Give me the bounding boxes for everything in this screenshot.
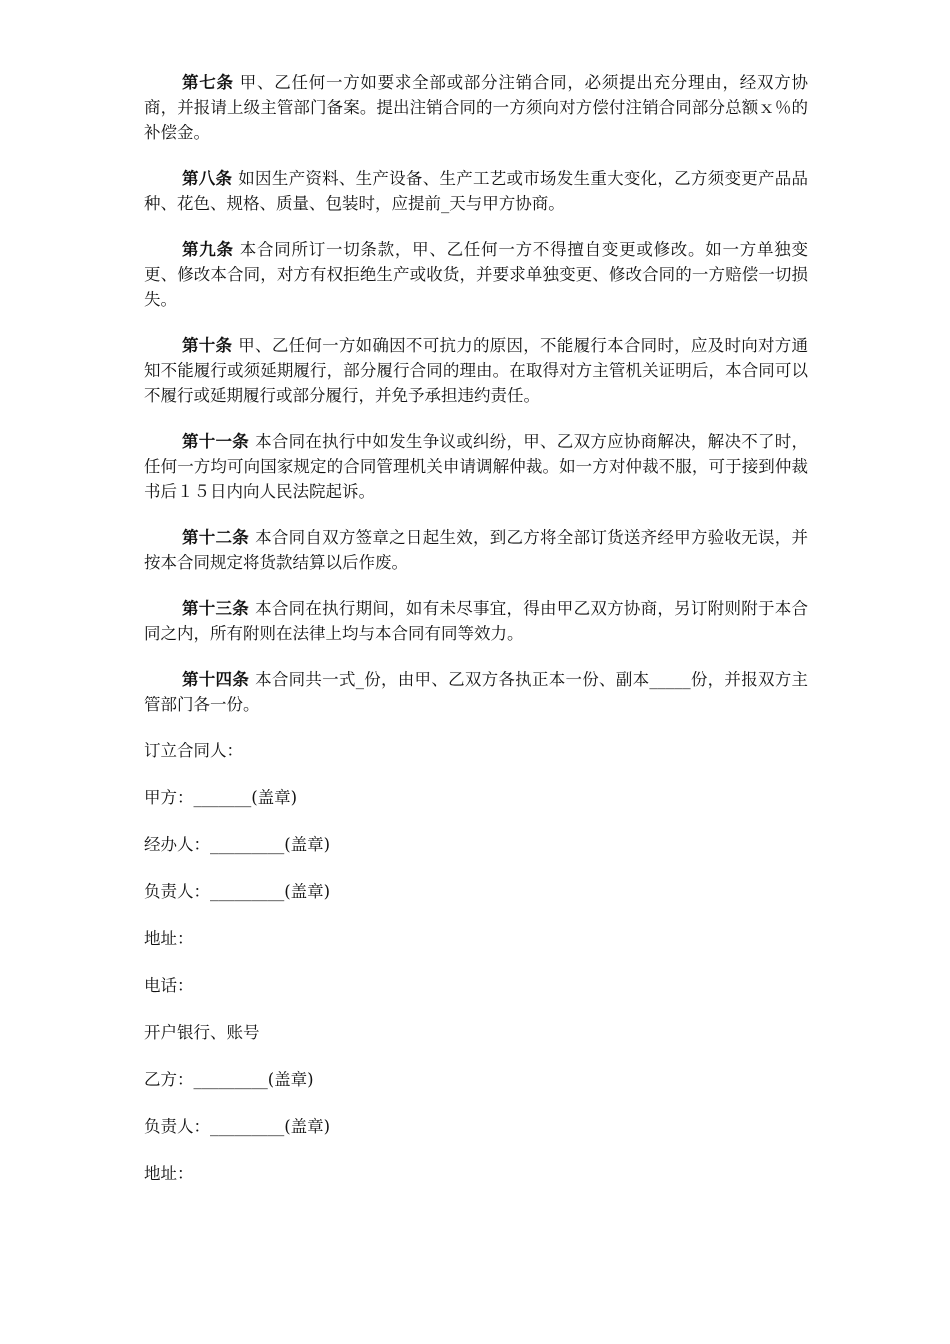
- clause-number: 第十四条: [182, 670, 250, 689]
- clause-text: 本合同在执行期间，如有未尽事宜，得由甲乙双方协商，另订附则附于本合同之内，所有附则在法律上均与本合同有同等效力。: [144, 599, 809, 643]
- clause-11: [144, 429, 808, 504]
- contract-page: [144, 70, 808, 1208]
- signature-heading: 订立合同人：: [144, 741, 243, 760]
- agent-a-line: 经办人：_________(盖章): [144, 835, 331, 854]
- address-a-line: 地址：: [144, 929, 194, 948]
- clause-10: [144, 333, 808, 408]
- clause-number: 第十条: [182, 336, 233, 355]
- address-b-line: 地址：: [144, 1164, 194, 1183]
- clause-13: [144, 596, 808, 646]
- leader-a-line: 负责人：_________(盖章): [144, 882, 331, 901]
- clause-text: 本合同在执行中如发生争议或纠纷，甲、乙双方应协商解决，解决不了时，任何一方均可向国家规定的合同管理机关申请调解仲裁。如一方对仲裁不服，可于接到仲裁书后１５日内向人民法院起诉。: [144, 432, 809, 501]
- phone-a-line: 电话：: [144, 976, 194, 995]
- clause-8: [144, 166, 808, 216]
- clause-text: 本合同自双方签章之日起生效，到乙方将全部订货送齐经甲方验收无误，并按本合同规定将货款结算以后作废。: [144, 528, 809, 572]
- clause-text: 如因生产资料、生产设备、生产工艺或市场发生重大变化，乙方须变更产品品种、花色、规格、质量、包装时，应提前_天与甲方协商。: [144, 169, 809, 213]
- bank-a-line: 开户银行、账号: [144, 1023, 260, 1042]
- clause-7: [144, 70, 808, 145]
- clause-text: 甲、乙任何一方如要求全部或部分注销合同，必须提出充分理由，经双方协商，并报请上级主管部门备案。提出注销合同的一方须向对方偿付注销合同部分总额ｘ％的补偿金。: [144, 73, 809, 142]
- clause-number: 第十一条: [182, 432, 250, 451]
- clause-number: 第十二条: [182, 528, 250, 547]
- leader-b-line: 负责人：_________(盖章): [144, 1117, 331, 1136]
- clause-text: 本合同共一式_份，由甲、乙双方各执正本一份、副本_____份，并报双方主管部门各一份。: [144, 670, 809, 714]
- party-a-line: 甲方：_______(盖章): [144, 788, 298, 807]
- party-b-line: 乙方：_________(盖章): [144, 1070, 314, 1089]
- clause-9: [144, 237, 808, 312]
- clause-number: 第十三条: [182, 599, 250, 618]
- signature-block: [144, 738, 808, 1208]
- clause-number: 第八条: [182, 169, 233, 188]
- clause-number: 第七条: [182, 73, 234, 92]
- clause-text: 甲、乙任何一方如确因不可抗力的原因，不能履行本合同时，应及时向对方通知不能履行或须延期履行，部分履行合同的理由。在取得对方主管机关证明后，本合同可以不履行或延期履行或部分履行，并免予承担违约责任。: [144, 336, 809, 405]
- clause-12: [144, 525, 808, 575]
- clause-text: 本合同所订一切条款，甲、乙任何一方不得擅自变更或修改。如一方单独变更、修改本合同，对方有权拒绝生产或收货，并要求单独变更、修改合同的一方赔偿一切损失。: [144, 240, 809, 309]
- clause-number: 第九条: [182, 240, 234, 259]
- clause-14: [144, 667, 808, 717]
